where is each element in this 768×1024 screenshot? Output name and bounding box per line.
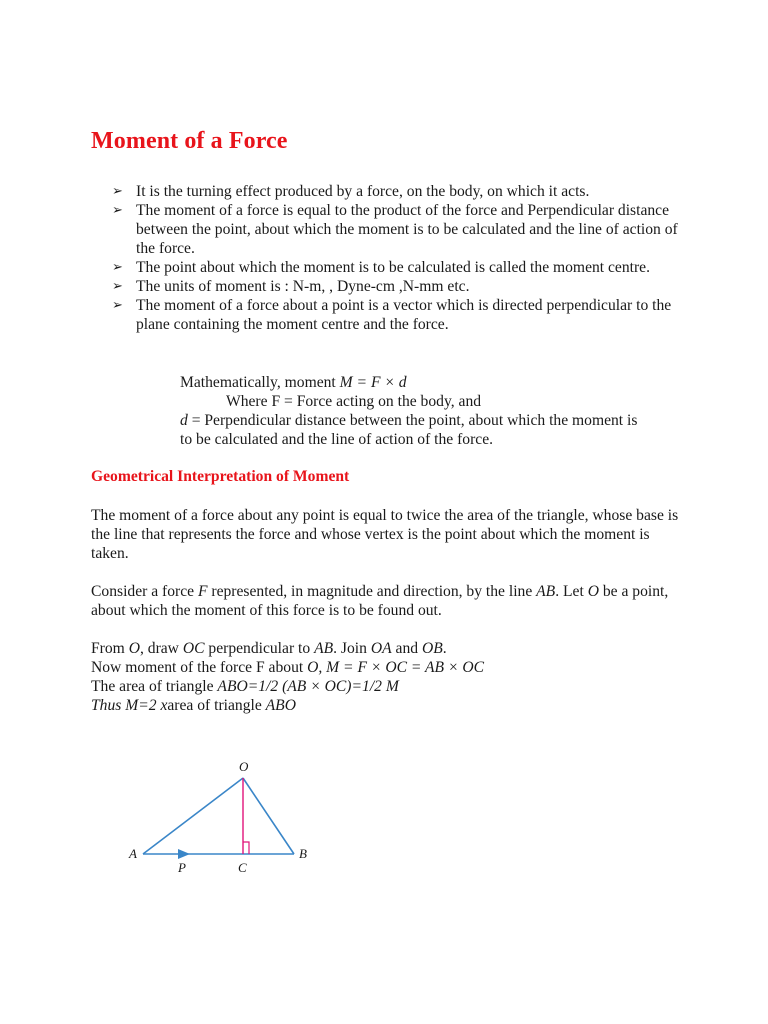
line-oa [143,778,243,854]
bullet-text: The moment of a force about a point is a vector which is directed perpendicular to the plane containing the moment centre and the force. [136,297,672,333]
label-a: A [129,846,137,861]
bullet-list [112,182,692,334]
force-arrow-icon [178,849,190,859]
arrow-bullet-icon: ➢ [112,184,123,199]
label-p: P [178,860,186,875]
list-item [112,182,692,201]
label-c: C [238,860,247,875]
arrow-bullet-icon: ➢ [112,260,123,275]
label-b: B [299,846,307,861]
list-item [112,277,692,296]
section-heading: Geometrical Interpretation of Moment [91,468,350,485]
bullet-text: It is the turning effect produced by a force, on the body, on which it acts. [136,183,590,200]
moment-formula: M = F × d [339,374,407,391]
triangle-diagram [120,752,320,875]
definition-line [180,411,650,449]
derivation-line: Thus M=2 xarea of triangle ABO [91,697,296,714]
right-angle-icon [243,842,249,854]
bullet-text: The point about which the moment is to be calculated is called the moment centre. [136,259,650,276]
derivation-line: The area of triangle ABO=1/2 (AB × OC)=1/2 M [91,678,399,695]
moment-formula-block [180,373,650,449]
derivation-line: From O, draw OC perpendicular to AB. Join OA and OB. [91,640,447,657]
bullet-text: The moment of a force is equal to the product of the force and Perpendicular distance between the point, about which the moment is to be calculated and the line of action of the force. [136,202,678,257]
definition-text: = Perpendicular distance between the point, about which the moment is to be calculated and the line of action of the force. [180,412,638,448]
line-ob [243,778,294,854]
paragraph-consider: Consider a force F represented, in magnitude and direction, by the line AB. Let O be a point, about which the moment of this force is to be found out. [91,583,669,619]
arrow-bullet-icon: ➢ [112,298,123,313]
page-title: Moment of a Force [91,128,288,154]
variable-d: d [180,412,188,429]
formula-prefix: Mathematically, moment [180,374,340,391]
arrow-bullet-icon: ➢ [112,279,123,294]
list-item [112,296,692,334]
formula-line [180,373,650,392]
list-item [112,258,692,277]
arrow-bullet-icon: ➢ [112,203,123,218]
paragraph-derivation [91,639,681,715]
list-item [112,201,692,258]
paragraph-definition: The moment of a force about any point is equal to twice the area of the triangle, whose base is the line that represents the force and whose vertex is the point about which the moment is taken. [91,507,679,562]
where-line: Where F = Force acting on the body, and [226,393,482,410]
label-o: O [239,759,249,774]
derivation-line: Now moment of the force F about O, M = F × OC = AB × OC [91,659,485,676]
bullet-text: The units of moment is : N-m, , Dyne-cm ,N-mm etc. [136,278,470,295]
